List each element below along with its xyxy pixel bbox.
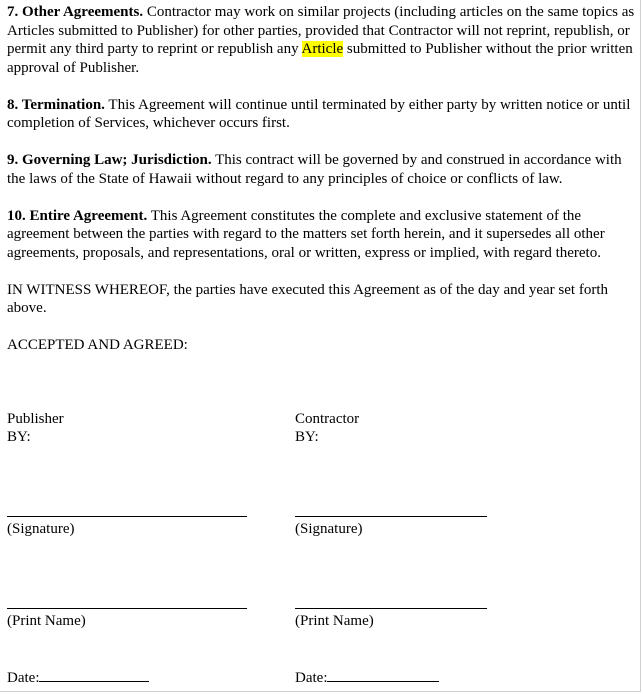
publisher-label: Publisher	[7, 411, 64, 427]
contractor-date	[295, 667, 439, 688]
contractor-print-name-line	[295, 608, 487, 609]
section-10-text: This Agreement constitutes the complete and exclusive statement of the agreement between the parties with regard to the matters set forth herein, and it supersedes all other agreements, proposals, and representations, oral or written, express or implied, with regard thereto.	[7, 207, 605, 261]
section-8	[7, 96, 635, 133]
signature-block	[7, 410, 635, 690]
publisher-date-label: Date:	[7, 670, 40, 686]
section-10-heading: 10. Entire Agreement.	[7, 207, 148, 224]
contractor-label: Contractor	[295, 411, 360, 427]
publisher-date	[7, 667, 149, 688]
section-9	[7, 151, 635, 188]
highlighted-word: Article	[301, 41, 344, 57]
section-7-text-after: submitted to Publisher without the prior written approval of Publisher.	[7, 41, 633, 76]
contractor-signature-line	[295, 516, 487, 517]
publisher-print-name-line	[7, 608, 247, 609]
contractor-by-label: BY:	[295, 429, 319, 445]
section-8-text: This Agreement will continue until terminated by either party by written notice or until completion of Services, whichever occurs first.	[7, 96, 631, 131]
contractor-signature-caption: (Signature)	[295, 521, 363, 537]
section-7-text-before: Contractor may work on similar projects (including articles on the same topics as Articles submitted to Publisher) for other parties, provided that Contractor will not reprint, republish, or permit any third party to reprint or republish any	[7, 4, 635, 57]
publisher-signature-caption: (Signature)	[7, 521, 75, 537]
section-8-heading: 8. Termination.	[7, 96, 105, 113]
section-9-heading: 9. Governing Law; Jurisdiction.	[7, 152, 212, 168]
witness-paragraph: IN WITNESS WHEREOF, the parties have executed this Agreement as of the day and year set forth above.	[7, 281, 608, 316]
publisher-signature-column	[7, 410, 247, 690]
section-7-heading: 7. Other Agreements.	[7, 4, 144, 20]
publisher-by-label: BY:	[7, 429, 31, 445]
section-7	[7, 3, 635, 77]
contractor-print-name-caption: (Print Name)	[295, 613, 374, 629]
publisher-signature-line	[7, 516, 247, 517]
section-10	[7, 207, 635, 263]
contractor-date-blank	[327, 667, 439, 682]
contractor-signature-column	[295, 410, 535, 690]
publisher-print-name-caption: (Print Name)	[7, 613, 86, 629]
publisher-date-blank	[39, 667, 149, 682]
document-body	[7, 3, 635, 373]
accepted-and-agreed: ACCEPTED AND AGREED:	[7, 337, 188, 353]
section-9-text: This contract will be governed by and construed in accordance with the laws of the State of Hawaii without regard to any principles of choice or conflicts of law.	[7, 152, 622, 187]
contractor-date-label: Date:	[295, 670, 328, 686]
